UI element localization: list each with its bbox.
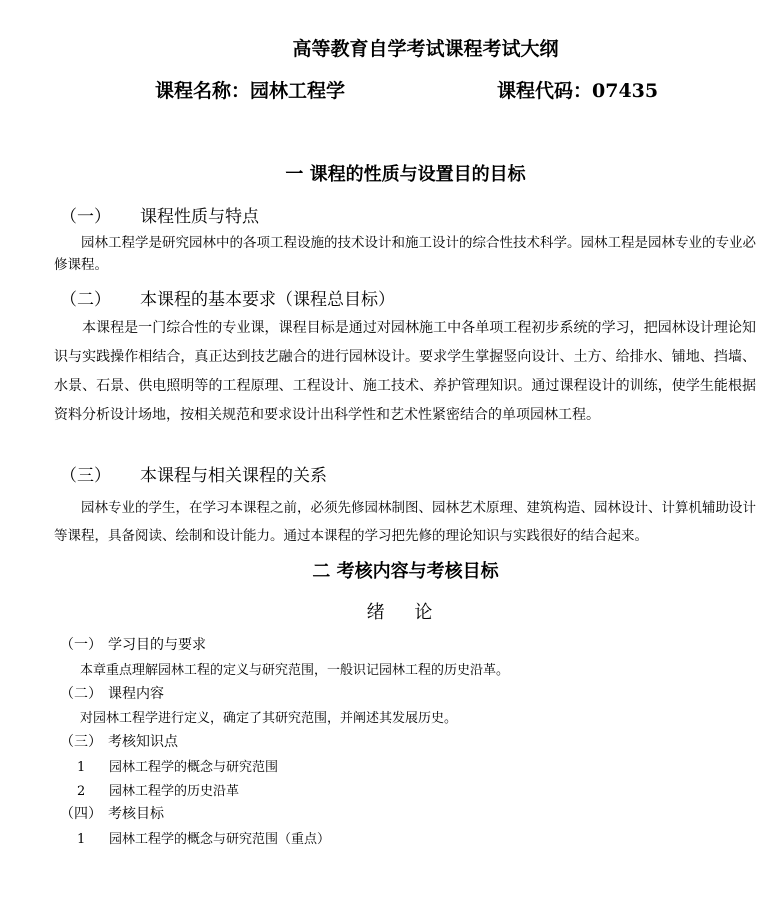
chapter-title: 绪 论 xyxy=(366,602,445,623)
subsection-1-heading xyxy=(60,202,259,227)
item-number: （一） xyxy=(60,637,102,653)
subsection-title: 本课程的基本要求（课程总目标） xyxy=(140,290,395,310)
item-title: 课程内容 xyxy=(108,686,164,702)
course-code: 课程代码：07435 xyxy=(497,80,659,102)
subsection-number: （一） xyxy=(60,207,111,227)
item-title: 考核知识点 xyxy=(108,734,178,750)
point-item xyxy=(77,780,239,799)
point-index: 2 xyxy=(77,784,86,799)
points-heading xyxy=(60,731,178,751)
section-1-heading: 一 课程的性质与设置目的目标 xyxy=(285,164,526,185)
paragraph-relations: 园林专业的学生，在学习本课程之前，必须先修园林制图、园林艺术原理、建筑构造、园林设计、计算机辅助设计等课程，具备阅读、绘制和设计能力。通过本课程的学习把先修的理论知识与实践很好的结合起来。 xyxy=(54,500,756,544)
item-number: （二） xyxy=(60,686,102,702)
paragraph-requirements: 本课程是一门综合性的专业课，课程目标是通过对园林施工中各单项工程初步系统的学习，把园林设计理论知识与实践操作相结合，真正达到技艺融合的进行园林设计。要求学生掌握竖向设计、土方、给排水、铺地、挡墙、水景、石景、供电照明等的工程原理、工程设计、施工技术、养护管理知识。通过课程设计的训练，使学生能根据资料分析设计场地，按相关规范和要求设计出科学性和艺术性紧密结合的单项园林工程。 xyxy=(54,320,756,423)
target-text: 园林工程学的概念与研究范围（重点） xyxy=(109,832,331,847)
document-title: 高等教育自学考试课程考试大纲 xyxy=(292,38,559,60)
target-index: 1 xyxy=(77,832,86,847)
point-text: 园林工程学的历史沿革 xyxy=(109,784,240,799)
point-item xyxy=(77,756,278,775)
item-title: 考核目标 xyxy=(108,806,164,822)
item-number: （三） xyxy=(60,734,102,750)
subsection-2-heading xyxy=(60,285,395,310)
target-heading xyxy=(60,803,164,823)
point-index: 1 xyxy=(77,760,86,775)
goal-text: 本章重点理解园林工程的定义与研究范围，一般识记园林工程的历史沿革。 xyxy=(80,663,510,678)
subsection-title: 本课程与相关课程的关系 xyxy=(140,466,327,486)
section-2-heading: 二 考核内容与考核目标 xyxy=(312,561,499,582)
subsection-3-heading xyxy=(60,461,327,486)
target-item xyxy=(77,828,330,847)
goal-heading xyxy=(60,634,206,654)
subsection-number: （二） xyxy=(60,290,111,310)
subsection-title: 课程性质与特点 xyxy=(140,207,259,227)
paragraph-nature: 园林工程学是研究园林中的各项工程设施的技术设计和施工设计的综合性技术科学。园林工程是园林专业的专业必修课程。 xyxy=(54,235,756,273)
content-heading xyxy=(60,683,164,703)
content-text: 对园林工程学进行定义，确定了其研究范围，并阐述其发展历史。 xyxy=(80,711,458,726)
subsection-number: （三） xyxy=(60,466,111,486)
point-text: 园林工程学的概念与研究范围 xyxy=(109,760,279,775)
course-name: 课程名称：园林工程学 xyxy=(155,80,346,102)
item-number: （四） xyxy=(60,806,102,822)
item-title: 学习目的与要求 xyxy=(108,637,206,653)
